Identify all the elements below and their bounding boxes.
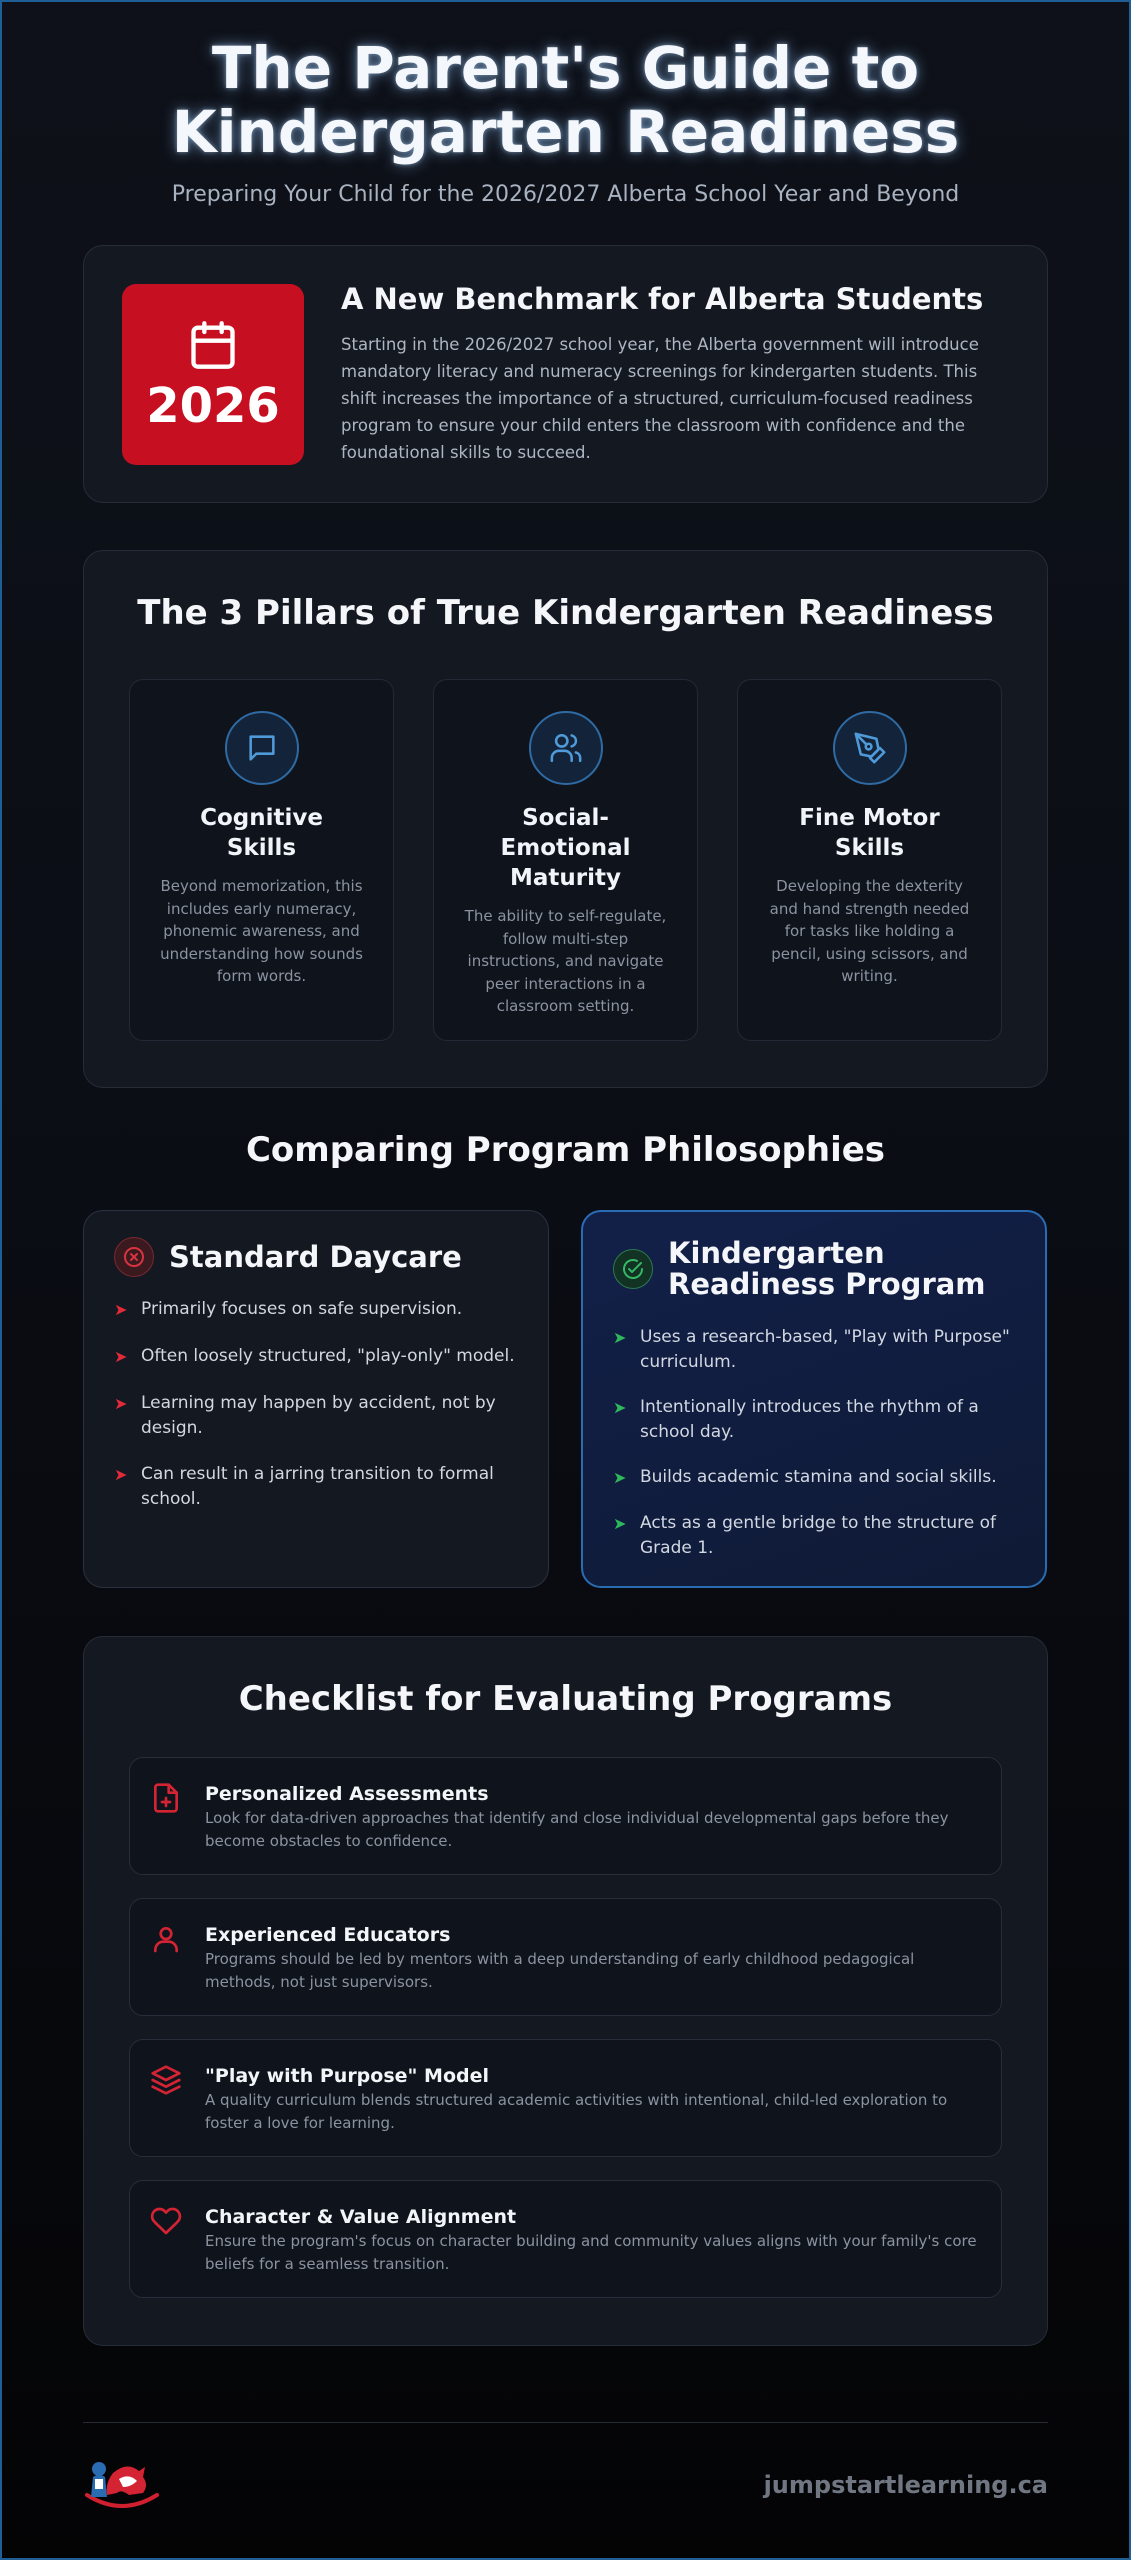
list-item: ➤ Often loosely structured, "play-only" model. [114, 1344, 524, 1370]
comparison-heading: Comparing Program Philosophies [245, 1130, 886, 1170]
checklist-item-text: Look for data-driven approaches that identify and close individual developmental gaps before they become obstacles to confidence. [205, 1809, 949, 1850]
pillar-title: Social-Emotional Maturity [500, 805, 631, 891]
arrow-marker-icon: ➤ [114, 1347, 128, 1366]
pillar-title: Fine Motor Skills [799, 805, 940, 861]
checklist-item-text: Ensure the program's focus on character building and community values aligns with your family's core beliefs for a seamless transition. [205, 2232, 977, 2273]
arrow-marker-icon: ➤ [613, 1468, 627, 1487]
arrow-marker-icon: ➤ [613, 1328, 627, 1347]
list-item: ➤ Primarily focuses on safe supervision. [114, 1297, 524, 1323]
arrow-marker-icon: ➤ [613, 1514, 627, 1533]
page-title: The Parent's Guide to Kindergarten Readiness [171, 34, 960, 166]
checklist-heading: Checklist for Evaluating Programs [238, 1679, 893, 1719]
checklist-item-title: Experienced Educators [205, 1924, 451, 1946]
checklist-item-text: A quality curriculum blends structured academic activities with intentional, child-led exploration to foster a love for learning. [205, 2091, 948, 2132]
website-link[interactable]: jumpstartlearning.ca [763, 2471, 1048, 2499]
pillar-text: The ability to self-regulate, follow multi-step instructions, and navigate peer interactions in a classroom setting. [464, 907, 667, 1015]
arrow-marker-icon: ➤ [114, 1300, 128, 1319]
pillar-title: Cognitive Skills [200, 805, 323, 861]
list-item: ➤ Uses a research-based, "Play with Purpose" curriculum. [613, 1325, 1021, 1375]
readiness-title: Kindergarten Readiness Program [668, 1236, 986, 1301]
arrow-marker-icon: ➤ [114, 1394, 128, 1413]
daycare-title: Standard Daycare [169, 1239, 462, 1274]
benchmark-body: Starting in the 2026/2027 school year, the Alberta government will introduce mandatory literacy and numeracy screenings for kindergarten students. This shift increases the importance of a structured, curriculum-focused readiness program to ensure your child enters the classroom with confidence and the foundational skills to succeed. [341, 335, 979, 462]
list-item: ➤ Learning may happen by accident, not by design. [114, 1391, 524, 1441]
arrow-marker-icon: ➤ [613, 1398, 627, 1417]
arrow-marker-icon: ➤ [114, 1465, 128, 1484]
list-item: ➤ Can result in a jarring transition to formal school. [114, 1462, 524, 1512]
pillars-heading: The 3 Pillars of True Kindergarten Readiness [137, 593, 994, 633]
benchmark-heading: A New Benchmark for Alberta Students [341, 282, 984, 316]
pillar-text: Beyond memorization, this includes early numeracy, phonemic awareness, and understanding how sounds form words. [160, 877, 363, 985]
list-item: ➤ Intentionally introduces the rhythm of a school day. [613, 1395, 1021, 1445]
list-item: ➤ Builds academic stamina and social skills. [613, 1465, 1021, 1491]
pillar-text: Developing the dexterity and hand strength needed for tasks like holding a pencil, using scissors, and writing. [769, 877, 970, 985]
page-subtitle: Preparing Your Child for the 2026/2027 Alberta School Year and Beyond [171, 182, 960, 207]
year-label: 2026 [146, 378, 280, 434]
checklist-item-title: Personalized Assessments [205, 1783, 489, 1805]
checklist-item-text: Programs should be led by mentors with a deep understanding of early childhood pedagogical methods, not just supervisors. [205, 1950, 915, 1991]
checklist-item-title: "Play with Purpose" Model [205, 2065, 490, 2087]
list-item: ➤ Acts as a gentle bridge to the structure of Grade 1. [613, 1511, 1021, 1561]
checklist-item-title: Character & Value Alignment [205, 2206, 517, 2228]
